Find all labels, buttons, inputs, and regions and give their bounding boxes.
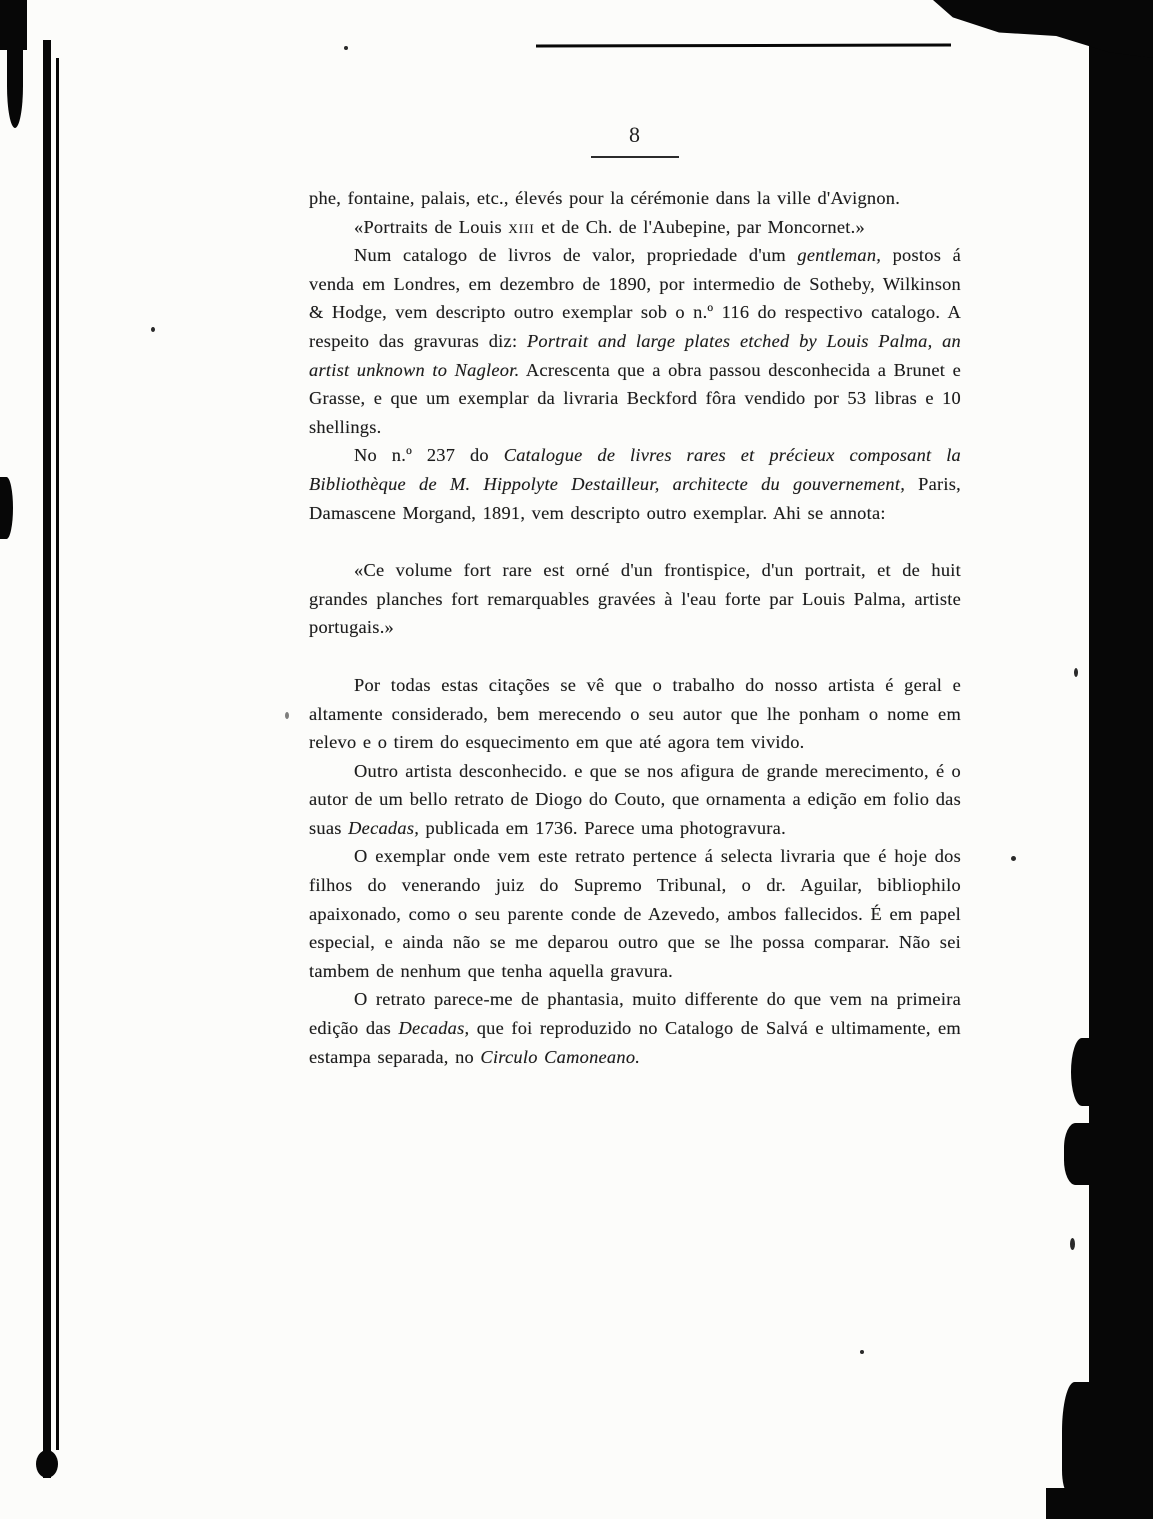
italic-text: Decadas,: [348, 817, 420, 838]
paragraph: [309, 757, 961, 843]
scan-artifact-right-blob-1: [1071, 1038, 1093, 1106]
scan-artifact-top-left-blob: [7, 44, 23, 128]
scan-artifact-right-blob-2: [1064, 1123, 1093, 1185]
scan-artifact-left-bottom-blob: [36, 1450, 58, 1478]
scan-artifact-left-blob: [0, 477, 13, 539]
scan-speck: [1070, 1238, 1075, 1250]
scan-artifact-binding-line-thin: [56, 58, 59, 1450]
paragraph: [309, 671, 961, 757]
text-run: Acrescenta que a obra passou desconhecida a Brunet e Grasse, e que um exemplar da livraria Beckford fôra vendido por 53 libras e 10 shellings.: [309, 359, 961, 437]
scan-artifact-right-bar: [1089, 0, 1153, 1519]
page-header: [309, 122, 961, 158]
text-run: «Portraits de Louis: [354, 216, 509, 237]
paragraph: [309, 184, 961, 213]
scan-artifact-top-right-corner: [933, 0, 1153, 58]
scan-speck: [151, 327, 155, 332]
paragraph: [309, 213, 961, 242]
paragraph: [309, 842, 961, 985]
text-run: O exemplar onde vem este retrato pertence á selecta livraria que é hoje dos filhos do venerando juiz do Supremo Tribunal, o dr. Aguilar, bibliophilo apaixonado, como o seu parente conde de Azevedo, ambos fallecidos. É em papel especial, e ainda não se me deparou outro que se lhe possa comparar. Não sei tambem de nenhum que tenha aquella gravura.: [309, 846, 961, 981]
italic-text: gentleman,: [797, 245, 882, 266]
page-number-rule: [591, 156, 679, 158]
scan-artifact-top-rule: [536, 43, 951, 47]
text-run: Por todas estas citações se vê que o trabalho do nosso artista é geral e altamente considerado, bem merecendo o seu autor que lhe ponham o nome em relevo e o tirem do esquecimento em que até agora tem vivido.: [309, 674, 961, 753]
scan-speck: [1074, 668, 1078, 677]
text-run: postos á venda em Londres, em dezembro de 1890, por intermedio de Sotheby, Wilkinson & Hodge, vem descripto outro exemplar sob o n.º 116 do respectivo catalogo. A respeito das gravuras diz:: [309, 245, 961, 351]
paragraph: [309, 441, 961, 527]
italic-text: Catalogue de livres rares et précieux composant la Bibliothèque de M. Hippolyte Destailleur, architecte du gouvernement,: [309, 445, 961, 494]
text-run: phe, fontaine, palais, etc., élevés pour la cérémonie dans la ville d'Avignon.: [309, 188, 901, 208]
text-run: Outro artista desconhecido. e que se nos afigura de grande merecimento, é o autor de um bello retrato de Diogo do Couto, que ornamenta a edição em folio das suas: [309, 760, 961, 838]
scan-speck: [285, 712, 289, 719]
text-run: Num catalogo de livros de valor, propriedade d'um: [354, 245, 798, 266]
page-paragraphs: [309, 184, 961, 1071]
text-run: que foi reproduzido no Catalogo de Salvá e ultimamente, em estampa separada, no: [309, 1018, 961, 1067]
text-run: No n.º 237 do: [354, 445, 504, 466]
paragraph: [309, 556, 961, 642]
paragraph: [309, 241, 961, 441]
text-run: «Ce volume fort rare est orné d'un frontispice, d'un portrait, et de huit grandes planches fort remarquables gravées à l'eau forte par Louis Palma, artiste portugais.»: [309, 560, 961, 638]
scan-artifact-top-left-corner: [0, 0, 27, 50]
scan-artifact-binding-line-thick: [43, 40, 51, 1478]
italic-text: Decadas,: [398, 1018, 470, 1039]
scan-speck: [860, 1350, 864, 1354]
paragraph: [309, 985, 961, 1071]
scan-artifact-right-blob-3: [1062, 1382, 1090, 1492]
scan-speck: [344, 46, 348, 50]
italic-text: Circulo Camoneano.: [480, 1046, 641, 1067]
scan-artifact-bottom-right-corner: [1046, 1488, 1153, 1519]
scan-speck: [1011, 856, 1016, 861]
text-run: O retrato parece-me de phantasia, muito differente do que vem na primeira edição das: [309, 989, 961, 1039]
smallcaps-text: xiii: [508, 216, 535, 237]
text-run: publicada em 1736. Parece uma photogravura.: [419, 817, 786, 838]
text-run: et de Ch. de l'Aubepine, par Moncornet.»: [534, 216, 865, 237]
text-run: Paris, Damascene Morgand, 1891, vem descripto outro exemplar. Ahi se annota:: [309, 473, 962, 523]
page-number: 8: [629, 122, 641, 147]
italic-text: Portrait and large plates etched by Louis Palma, an artist unknown to Nagleor.: [309, 330, 961, 380]
